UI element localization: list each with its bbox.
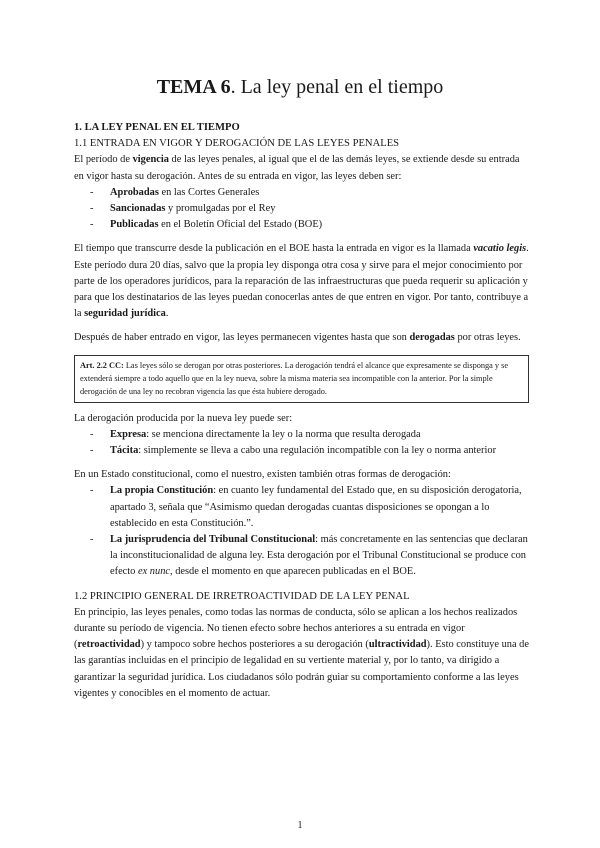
term-ex-nunc: ex nunc — [137, 566, 171, 578]
list-item-text: en el Boletín Oficial del Estado (BOE) — [158, 219, 323, 231]
list-item — [74, 483, 529, 532]
list-item-term: La jurisprudencia del Tribunal Constitucional — [110, 534, 316, 546]
text-span: . — [165, 308, 169, 320]
paragraph-vacatio-legis — [74, 241, 529, 322]
list-item-text: y promulgadas por el Rey — [165, 203, 276, 215]
term-vacatio-legis: vacatio legis — [473, 243, 527, 255]
term-ultractividad: ultractividad — [368, 639, 427, 651]
article-label: Art. 2.2 CC: — [80, 360, 124, 370]
subsection-heading-1-2: 1.2 PRINCIPIO GENERAL DE IRRETROACTIVIDAD DE LA LEY PENAL — [74, 590, 410, 602]
text-span: El tiempo que transcurre desde la publicación en el BOE hasta la entrada en vigor es la llamada — [74, 243, 474, 255]
page-number: 1 — [297, 820, 303, 831]
term-retroactividad: retroactividad — [77, 639, 141, 651]
term-seguridad-juridica: seguridad jurídica — [84, 308, 166, 320]
list-item — [74, 532, 529, 581]
list-item-term: Sancionadas — [110, 203, 166, 215]
section-heading: 1. LA LEY PENAL EN EL TIEMPO — [74, 122, 240, 133]
list-item-text: en las Cortes Generales — [158, 186, 260, 198]
list-item-text: : más concretamente en las sentencias que declaran la inconstitucionalidad de alguna ley. Esta derogación por el Tribunal Constitucional se produce con efecto — [110, 534, 528, 578]
other-derogation-list — [74, 483, 529, 580]
list-item — [74, 185, 529, 201]
text-span: por otras leyes. — [454, 332, 521, 344]
list-item — [74, 217, 529, 233]
paragraph-derogadas — [74, 330, 529, 346]
term-vigencia: vigencia — [132, 154, 169, 166]
text-span: . Este período dura 20 días, salvo que la propia ley disponga otra cosa y sirve para el mejor conocimiento por parte de los operadores jurídicos, para la reparación de las infraestructuras que pueda requerir su aplicación y para que los destinatarios de las leyes puedan conocerlas antes de que entren en vigor. Por tanto, contribuye a la — [74, 243, 529, 320]
list-item-text: : simplemente se lleva a cabo una regulación incompatible con la ley o norma anterior — [138, 445, 497, 457]
term-derogadas: derogadas — [409, 332, 455, 344]
list-item-text: , desde el momento en que aparecen publicadas en el BOE. — [170, 566, 416, 578]
requirements-list — [74, 185, 529, 234]
text-span: El período de — [74, 154, 133, 166]
list-item-term: Aprobadas — [110, 186, 159, 198]
text-span: de las leyes penales, al igual que el de las demás leyes, se extiende desde su entrada en vigor hasta su derogación. Antes de su entrada en vigor, las leyes deben ser: — [74, 154, 520, 182]
list-item — [74, 443, 529, 459]
list-item-text: : en cuanto ley fundamental del Estado que, en su disposición derogatoria, apartado 3, señala que “Asimismo quedan derogadas cuantas disposiciones se opongan a lo establecido en esta Constitución.”. — [110, 485, 522, 529]
paragraph-irretroactividad — [74, 605, 529, 702]
subsection-heading-1-1: 1.1 ENTRADA EN VIGOR Y DEROGACIÓN DE LAS LEYES PENALES — [74, 138, 400, 150]
list-item-term: Tácita — [110, 445, 139, 457]
derogation-types-list — [74, 427, 529, 459]
paragraph-derogation-types: La derogación producida por la nueva ley puede ser: — [74, 412, 293, 424]
paragraph-vigencia — [74, 152, 529, 184]
text-span: En principio, las leyes penales, como todas las normas de conducta, sólo se aplican a los hechos realizados durante su período de vigencia. No tienen efecto sobre hechos anteriores a su entrada en vigor ( — [74, 606, 518, 651]
paragraph-constitutional-state: En un Estado constitucional, como el nuestro, existen también otras formas de derogación: — [74, 469, 451, 481]
page-title — [0, 74, 600, 100]
text-span: Después de haber entrado en vigor, las leyes permanecen vigentes hasta que son — [74, 332, 410, 344]
list-item-term: La propia Constitución — [110, 485, 214, 497]
text-span: ) y tampoco sobre hechos posteriores a su derogación ( — [140, 639, 369, 651]
legal-article-box — [74, 355, 529, 403]
title-text: . La ley penal en el tiempo — [230, 76, 444, 98]
list-item-term: Publicadas — [110, 219, 159, 231]
list-item — [74, 201, 529, 217]
list-item-text: : se menciona directamente la ley o la norma que resulta derogada — [146, 428, 421, 440]
list-item — [74, 427, 529, 443]
title-topic: TEMA 6 — [156, 76, 231, 98]
text-span: ). Esto constituye una de las garantías incluidas en el principio de legalidad en su vertiente material y, por lo tanto, va dirigido a garantizar la seguridad jurídica. Los ciudadanos sólo podrán guiar su comportamiento conforme a las leyes vigentes y conocibles en el momento de actuar. — [74, 639, 529, 699]
page-content — [74, 120, 529, 702]
list-item-term: Expresa — [110, 428, 147, 440]
article-text: Las leyes sólo se derogan por otras posteriores. La derogación tendrá el alcance que expresamente se disponga y se extenderá siempre a todo aquello que en la ley nueva, sobre la misma materia sea incompatible con la anterior. Por la simple derogación de una ley no recobran vigencia las que ésta hubiere derogado. — [80, 360, 509, 396]
